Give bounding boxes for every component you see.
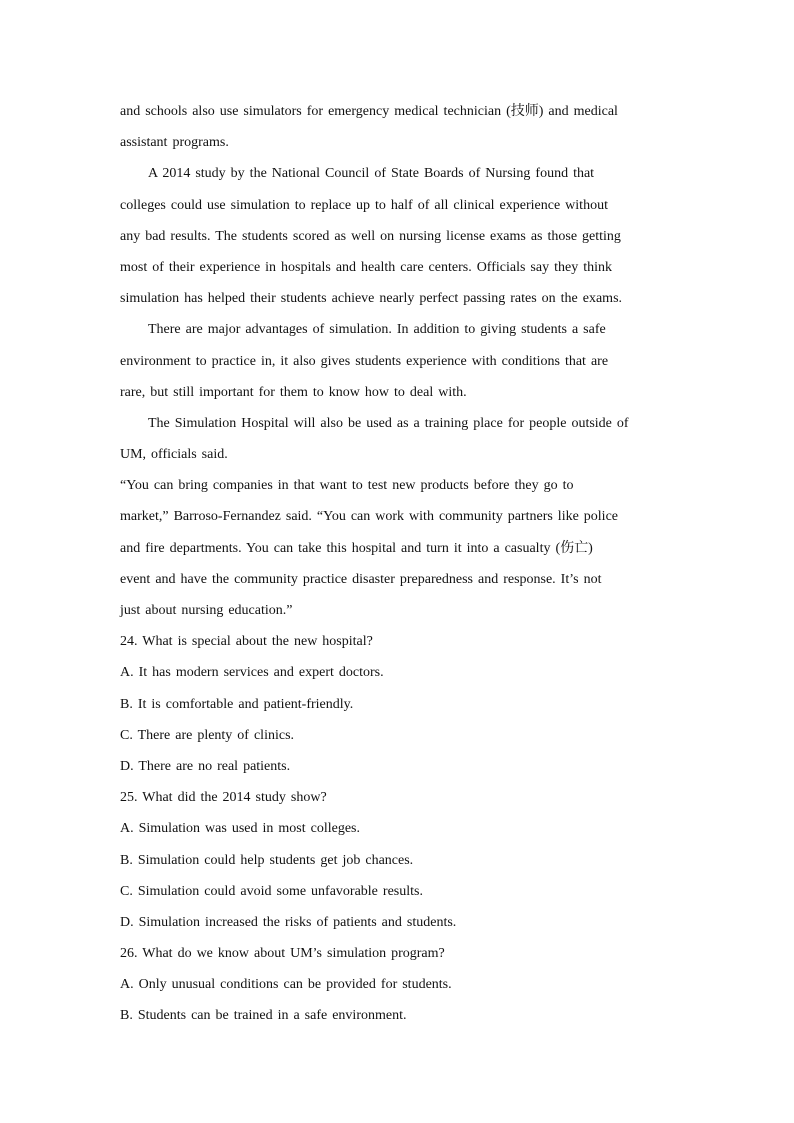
answer-option: A. It has modern services and expert doctors.: [120, 665, 384, 681]
question-25: [120, 782, 680, 938]
document-page: [120, 96, 680, 1032]
text-line: UM, officials said.: [120, 447, 228, 463]
text-line: There are major advantages of simulation. In addition to giving students a safe: [148, 322, 606, 338]
answer-option: B. Students can be trained in a safe environment.: [120, 1008, 407, 1024]
answer-option: A. Only unusual conditions can be provided for students.: [120, 977, 452, 993]
text-line: colleges could use simulation to replace up to half of all clinical experience without: [120, 197, 608, 213]
text-line: The Simulation Hospital will also be used as a training place for people outside of: [148, 415, 629, 431]
text-line: simulation has helped their students achieve nearly perfect passing rates on the exams.: [120, 291, 623, 307]
answer-option: D. There are no real patients.: [120, 758, 291, 774]
text-line: event and have the community practice disaster preparedness and response. It’s not: [120, 571, 602, 587]
text-line: rare, but still important for them to know how to deal with.: [120, 384, 467, 400]
answer-option: C. There are plenty of clinics.: [120, 727, 295, 743]
question-24: [120, 626, 680, 782]
answer-option: B. Simulation could help students get job chances.: [120, 852, 414, 868]
text-line: A 2014 study by the National Council of State Boards of Nursing found that: [148, 166, 595, 182]
paragraph-3: [120, 314, 680, 408]
text-line: and fire departments. You can take this hospital and turn it into a casualty (伤亡): [120, 540, 593, 556]
answer-option: B. It is comfortable and patient-friendly.: [120, 696, 354, 712]
question-26: [120, 938, 680, 1032]
paragraph-5-quote: [120, 470, 680, 626]
question-stem: 24. What is special about the new hospital?: [120, 634, 373, 650]
text-line: “You can bring companies in that want to test new products before they go to: [120, 478, 574, 494]
text-line: just about nursing education.”: [120, 603, 293, 618]
text-line: environment to practice in, it also gives students experience with conditions that are: [120, 353, 609, 369]
text-line: most of their experience in hospitals and health care centers. Officials say they think: [120, 259, 612, 275]
text-line: assistant programs.: [120, 135, 229, 151]
text-line: any bad results. The students scored as well on nursing license exams as those getting: [120, 228, 621, 244]
answer-option: A. Simulation was used in most colleges.: [120, 821, 360, 837]
answer-option: D. Simulation increased the risks of patients and students.: [120, 914, 457, 930]
question-stem: 26. What do we know about UM’s simulation program?: [120, 946, 445, 962]
paragraph-4: [120, 408, 680, 470]
paragraph-2: [120, 158, 680, 314]
paragraph-1: [120, 96, 680, 158]
text-line: and schools also use simulators for emergency medical technician (技师) and medical: [120, 104, 618, 119]
answer-option: C. Simulation could avoid some unfavorable results.: [120, 883, 423, 899]
question-stem: 25. What did the 2014 study show?: [120, 790, 327, 806]
text-line: market,” Barroso-Fernandez said. “You can work with community partners like police: [120, 509, 618, 525]
